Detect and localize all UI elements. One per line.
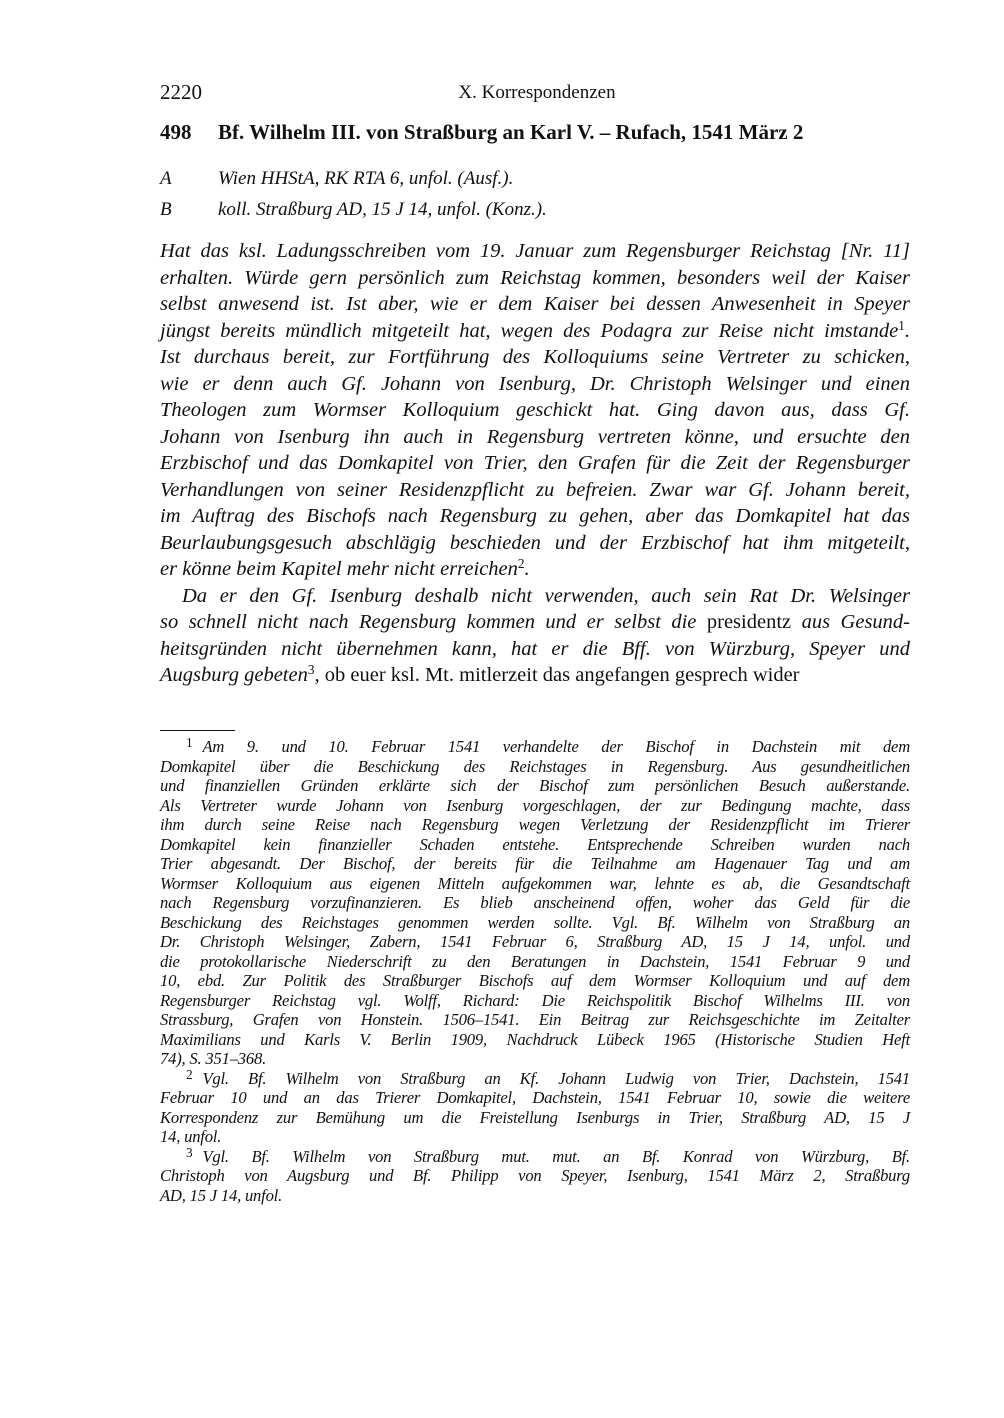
- body-line: [160, 636, 910, 663]
- footnote-line: [160, 1066, 910, 1089]
- body-line: [160, 318, 910, 345]
- footnote-reference: 3: [307, 662, 315, 678]
- body-line: [160, 344, 910, 371]
- footnote-text: Vgl. Bf. Wilhelm von Straßburg an Kf. Johann Ludwig von Trier, Dachstein, 1541: [202, 1068, 910, 1088]
- footnote-text: 14, unfol.: [160, 1127, 222, 1146]
- footnote-reference: 1: [898, 317, 905, 333]
- footnote-text: 10, ebd. Zur Politik des Straßburger Bischofs auf dem Wormser Kolloquium und auf dem: [160, 971, 910, 990]
- body-text: .: [524, 558, 530, 580]
- body-text: jüngst bereits mündlich mitgeteilt hat, wegen des Podagra zur Reise nicht imstande: [160, 319, 899, 342]
- footnote-number: 3: [186, 1144, 193, 1160]
- footnote-text: nach Regensburg vorzufinanzieren. Es blieb anscheinend offen, woher das Geld für die: [160, 893, 910, 912]
- body-text: .: [904, 319, 910, 342]
- body-text: Ist durchaus bereit, zur Fortführung des Kolloquiums seine Vertreter zu schicken,: [160, 346, 910, 368]
- footnote-line: [160, 893, 910, 913]
- body-line: [160, 450, 910, 477]
- footnote-text: AD, 15 J 14, unfol.: [160, 1185, 283, 1205]
- footnote-text: Regensburger Reichstag vgl. Wolff, Richard: Die Reichspolitik Bischof Wilhelms III. von: [160, 990, 910, 1010]
- body-text: Theologen zum Wormser Kolloquium geschickt hat. Ging davon aus, dass Gf.: [160, 399, 910, 421]
- source-b: [160, 199, 547, 221]
- body-text: aus Gesund-: [791, 611, 911, 633]
- footnote-line: [160, 1030, 910, 1050]
- body-text: , ob euer ksl. Mt. mitlerzeit das angefangen gesprech wider: [314, 664, 800, 686]
- body-text: Erzbischof und das Domkapitel von Trier, den Grafen für die Zeit der Regensburger: [160, 452, 910, 474]
- footnote-text: Domkapitel kein finanzieller Schaden entstehe. Entsprechende Schreiben wurden nach: [160, 834, 910, 854]
- body-text: im Auftrag des Bischofs nach Regensburg zu gehen, aber das Domkapitel hat das: [160, 505, 910, 527]
- footnote-text: ihm durch seine Reise nach Regensburg wegen Verletzung der Residenzpflicht im Trierer: [160, 815, 910, 834]
- source-text: Wien HHStA, RK RTA 6, unfol. (Ausf.).: [218, 168, 514, 189]
- footnote-line: [160, 1127, 910, 1147]
- body-line: [160, 583, 910, 610]
- footnote-line: [160, 1186, 910, 1206]
- body-line: [160, 265, 910, 292]
- footnote-text: Christoph von Augsburg und Bf. Philipp von Speyer, Isenburg, 1541 März 2, Straßburg: [160, 1166, 910, 1185]
- footnote-text: Dr. Christoph Welsinger, Zabern, 1541 Februar 6, Straßburg AD, 15 J 14, unfol. und: [160, 932, 910, 951]
- footnote-line: [160, 1049, 910, 1069]
- regest-body: [160, 238, 910, 689]
- body-text: erhalten. Würde gern persönlich zum Reichstag kommen, besonders weil der Kaiser: [160, 266, 910, 289]
- body-line: [160, 556, 910, 583]
- document-heading: [160, 120, 803, 145]
- body-text: Augsburg gebeten: [160, 664, 308, 686]
- footnote-line: [160, 776, 910, 796]
- footnote-number: 2: [186, 1066, 193, 1082]
- running-head: X. Korrespondenzen: [458, 82, 616, 103]
- footnote-text: Maximilians und Karls V. Berlin 1909, Nachdruck Lübeck 1965 (Historische Studien Heft: [160, 1029, 910, 1049]
- source-text: koll. Straßburg AD, 15 J 14, unfol. (Konz.).: [218, 199, 547, 220]
- footnote-line: [160, 1144, 910, 1167]
- footnote-line: [160, 757, 910, 777]
- footnote-text: Als Vertreter wurde Johann von Isenburg vorgeschlagen, der zur Bedingung machte, dass: [160, 795, 910, 815]
- page-number: 2220: [160, 80, 202, 104]
- body-text: Da er den Gf. Isenburg deshalb nicht verwenden, auch sein Rat Dr. Welsinger: [182, 584, 910, 607]
- body-text: presidentz: [706, 611, 792, 633]
- footnote-text: und finanziellen Gründen erklärte sich der Bischof zum persönlichen Besuch außerstande.: [160, 776, 910, 795]
- footnote-line: [160, 932, 910, 952]
- footnote-line: [160, 796, 910, 816]
- body-line: [160, 397, 910, 424]
- footnote-line: [160, 1108, 910, 1128]
- footnote-number: 1: [186, 735, 193, 751]
- body-text: er könne beim Kapitel mehr nicht erreichen: [160, 558, 518, 580]
- source-a: [160, 168, 513, 190]
- body-text: Johann von Isenburg ihn auch in Regensburg vertreten könne, und ersuchte den: [160, 425, 910, 448]
- footnote-line: [160, 971, 910, 991]
- body-line: [160, 503, 910, 530]
- footnote-3: [160, 1144, 910, 1206]
- footnote-text: Trier abgesandt. Der Bischof, der bereits für die Teilnahme am Hagenauer Tag und am: [160, 854, 910, 873]
- footnote-text: Wormser Kolloquium aus eigenen Mitteln aufgekommen war, lehnte es ab, die Gesandtschaft: [160, 873, 910, 893]
- body-line: [160, 238, 910, 265]
- footnote-line: [160, 1088, 910, 1108]
- body-line: [160, 477, 910, 504]
- body-line: [160, 371, 910, 398]
- footnote-text: Domkapitel über die Beschickung des Reichstages in Regensburg. Aus gesundheitlichen: [160, 756, 910, 776]
- footnote-line: [160, 913, 910, 933]
- footnote-text: Beschickung des Reichstages genommen werden sollte. Vgl. Bf. Wilhelm von Straßburg an: [160, 912, 910, 932]
- body-text: wie er denn auch Gf. Johann von Isenburg, Dr. Christoph Welsinger und einen: [160, 372, 910, 395]
- footnote-line: [160, 991, 910, 1011]
- footnote-line: [160, 737, 910, 757]
- body-text: Hat das ksl. Ladungsschreiben vom 19. Januar zum Regensburger Reichstag [Nr. 11]: [160, 240, 910, 262]
- footnote-rule: [160, 730, 235, 731]
- footnote-line: [160, 854, 910, 874]
- footnote-text: Korrespondenz zur Bemühung um die Freistellung Isenburgs in Trier, Straßburg AD, 15 J: [160, 1107, 910, 1127]
- footnote-text: Strassburg, Grafen von Honstein. 1506–1541. Ein Beitrag zur Reichsgeschichte im Zeitalter: [160, 1010, 910, 1029]
- body-text: heitsgründen nicht übernehmen kann, hat er die Bff. von Würzburg, Speyer und: [160, 637, 910, 660]
- footnote-2: [160, 1066, 910, 1147]
- footnotes: [160, 737, 910, 1205]
- footnote-1: [160, 737, 910, 1069]
- document-title: Bf. Wilhelm III. von Straßburg an Karl V. – Rufach, 1541 März 2: [218, 120, 804, 144]
- footnote-text: Februar 10 und an das Trierer Domkapitel, Dachstein, 1541 Februar 10, sowie die weitere: [160, 1088, 910, 1107]
- document-number: 498: [160, 120, 192, 144]
- footnote-line: [160, 874, 910, 894]
- body-line: [160, 662, 910, 689]
- footnote-text: 74), S. 351–368.: [160, 1049, 267, 1068]
- footnote-text: Vgl. Bf. Wilhelm von Straßburg mut. mut. an Bf. Konrad von Würzburg, Bf.: [202, 1146, 910, 1166]
- footnote-line: [160, 1010, 910, 1030]
- body-text: Beurlaubungsgesuch abschlägig beschieden und der Erzbischof hat ihm mitgeteilt,: [160, 531, 910, 554]
- body-line: [160, 424, 910, 451]
- footnote-line: [160, 835, 910, 855]
- source-siglum: A: [160, 168, 172, 189]
- footnote-line: [160, 952, 910, 972]
- footnote-line: [160, 1166, 910, 1186]
- body-text: Verhandlungen von seiner Residenzpflicht zu befreien. Zwar war Gf. Johann bereit,: [160, 478, 910, 501]
- footnote-text: die protokollarische Niederschrift zu den Beratungen in Dachstein, 1541 Februar 9 und: [160, 951, 910, 971]
- source-siglum: B: [160, 199, 172, 220]
- body-text: so schnell nicht nach Regensburg kommen und er selbst die: [160, 611, 707, 633]
- body-line: [160, 291, 910, 318]
- footnote-line: [160, 815, 910, 835]
- body-line: [160, 609, 910, 636]
- body-line: [160, 530, 910, 557]
- footnote-text: Am 9. und 10. Februar 1541 verhandelte der Bischof in Dachstein mit dem: [202, 737, 910, 756]
- body-text: selbst anwesend ist. Ist aber, wie er dem Kaiser bei dessen Anwesenheit in Speyer: [160, 293, 910, 315]
- footnote-reference: 2: [517, 556, 525, 572]
